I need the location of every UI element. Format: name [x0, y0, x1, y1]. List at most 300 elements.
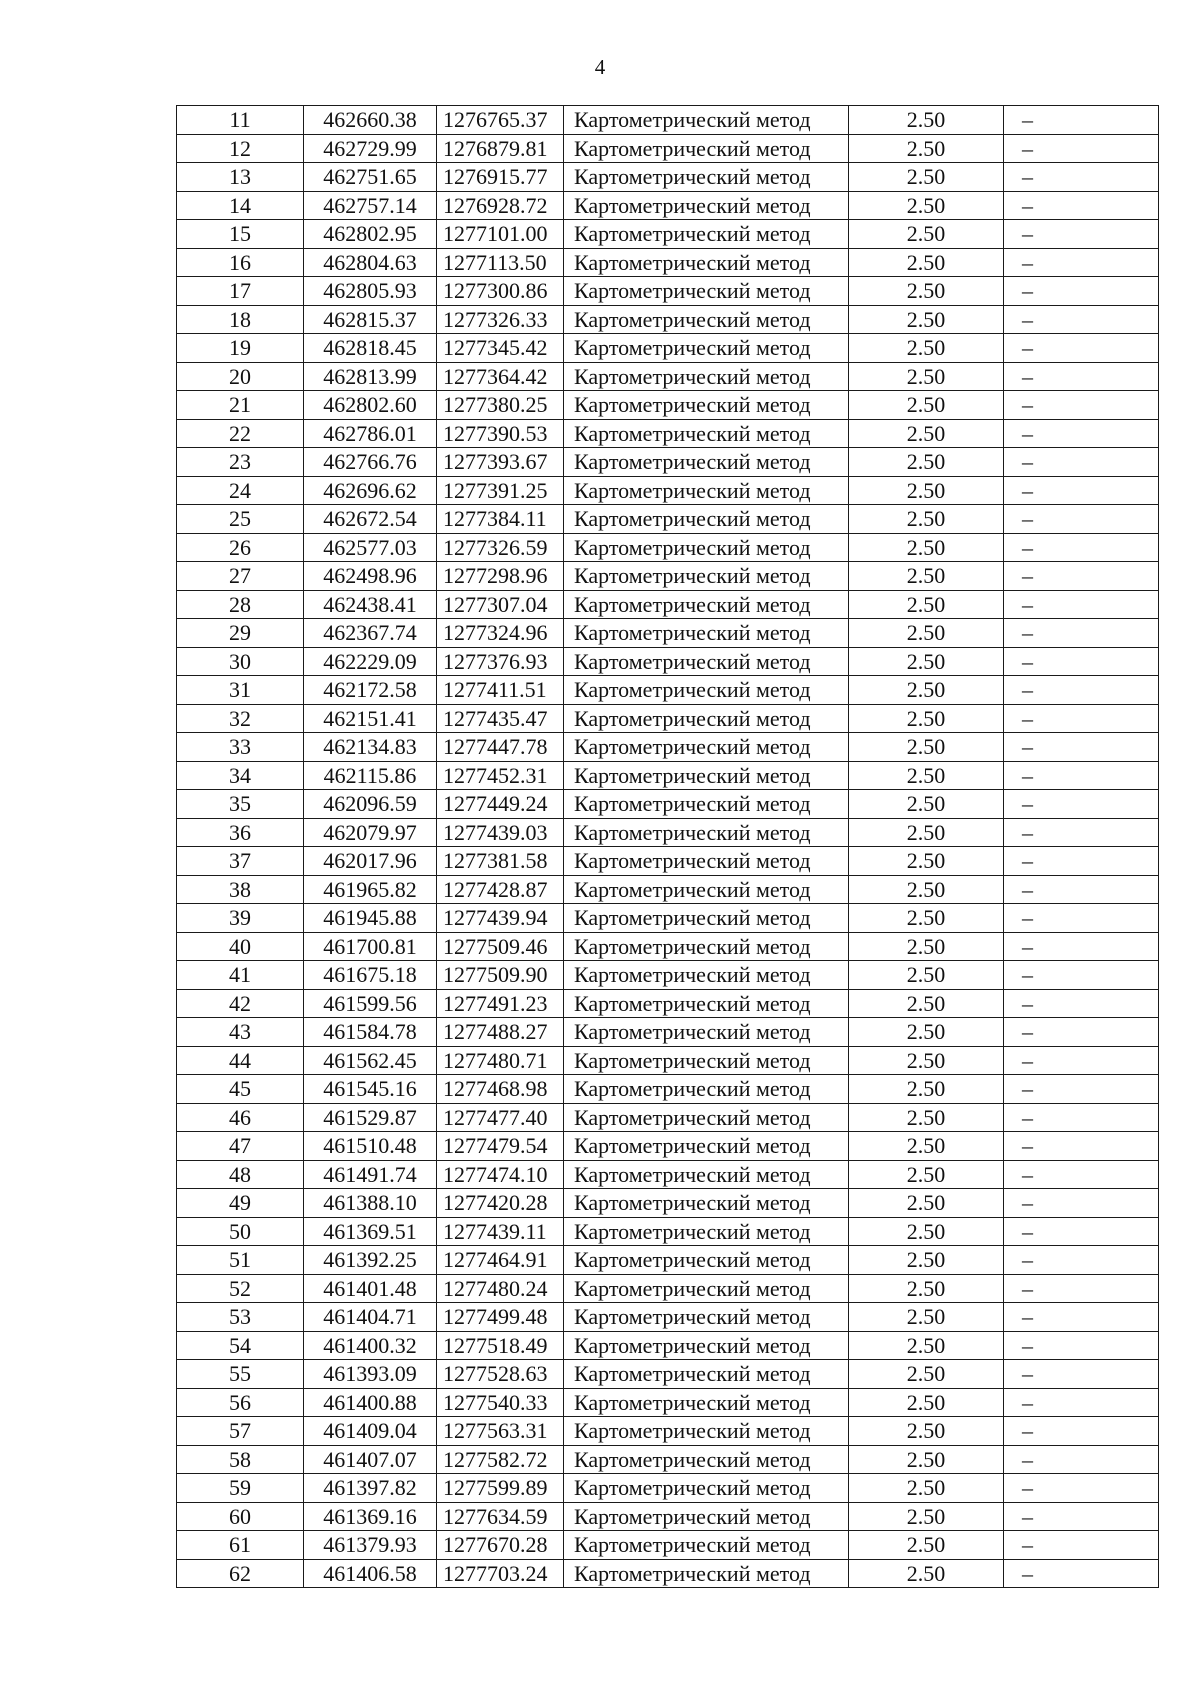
- point-number-cell: 21: [177, 391, 304, 420]
- table-row: [177, 961, 1159, 990]
- x-coordinate-cell: 462786.01: [304, 419, 437, 448]
- method-cell: Картометрический метод: [564, 1103, 849, 1132]
- x-coordinate-cell: 461965.82: [304, 875, 437, 904]
- table-row: [177, 1502, 1159, 1531]
- x-coordinate-cell: 462134.83: [304, 733, 437, 762]
- precision-cell: 2.50: [849, 1046, 1004, 1075]
- y-coordinate-cell: 1277393.67: [437, 448, 564, 477]
- y-coordinate-cell: 1277384.11: [437, 505, 564, 534]
- table-row: [177, 533, 1159, 562]
- precision-cell: 2.50: [849, 932, 1004, 961]
- precision-cell: 2.50: [849, 1274, 1004, 1303]
- note-cell: –: [1004, 1132, 1159, 1161]
- x-coordinate-cell: 461369.16: [304, 1502, 437, 1531]
- table-row: [177, 1217, 1159, 1246]
- method-cell: Картометрический метод: [564, 1246, 849, 1275]
- precision-cell: 2.50: [849, 106, 1004, 135]
- x-coordinate-cell: 462017.96: [304, 847, 437, 876]
- coordinates-table: [176, 105, 1159, 1588]
- table-row: [177, 875, 1159, 904]
- precision-cell: 2.50: [849, 1360, 1004, 1389]
- table-row: [177, 1274, 1159, 1303]
- precision-cell: 2.50: [849, 961, 1004, 990]
- method-cell: Картометрический метод: [564, 1445, 849, 1474]
- x-coordinate-cell: 462367.74: [304, 619, 437, 648]
- point-number-cell: 17: [177, 277, 304, 306]
- y-coordinate-cell: 1276928.72: [437, 191, 564, 220]
- method-cell: Картометрический метод: [564, 647, 849, 676]
- y-coordinate-cell: 1277563.31: [437, 1417, 564, 1446]
- table-row: [177, 562, 1159, 591]
- note-cell: –: [1004, 961, 1159, 990]
- point-number-cell: 60: [177, 1502, 304, 1531]
- y-coordinate-cell: 1277345.42: [437, 334, 564, 363]
- table-row: [177, 305, 1159, 334]
- table-row: [177, 448, 1159, 477]
- y-coordinate-cell: 1277324.96: [437, 619, 564, 648]
- note-cell: –: [1004, 1388, 1159, 1417]
- x-coordinate-cell: 462172.58: [304, 676, 437, 705]
- method-cell: Картометрический метод: [564, 220, 849, 249]
- y-coordinate-cell: 1277380.25: [437, 391, 564, 420]
- method-cell: Картометрический метод: [564, 904, 849, 933]
- precision-cell: 2.50: [849, 647, 1004, 676]
- point-number-cell: 57: [177, 1417, 304, 1446]
- x-coordinate-cell: 461404.71: [304, 1303, 437, 1332]
- note-cell: –: [1004, 1360, 1159, 1389]
- precision-cell: 2.50: [849, 334, 1004, 363]
- precision-cell: 2.50: [849, 904, 1004, 933]
- note-cell: –: [1004, 362, 1159, 391]
- table-row: [177, 419, 1159, 448]
- x-coordinate-cell: 461397.82: [304, 1474, 437, 1503]
- point-number-cell: 37: [177, 847, 304, 876]
- note-cell: –: [1004, 1531, 1159, 1560]
- y-coordinate-cell: 1277480.24: [437, 1274, 564, 1303]
- y-coordinate-cell: 1277381.58: [437, 847, 564, 876]
- point-number-cell: 58: [177, 1445, 304, 1474]
- x-coordinate-cell: 462757.14: [304, 191, 437, 220]
- note-cell: –: [1004, 847, 1159, 876]
- table-row: [177, 761, 1159, 790]
- table-row: [177, 676, 1159, 705]
- table-row: [177, 248, 1159, 277]
- precision-cell: 2.50: [849, 391, 1004, 420]
- table-row: [177, 106, 1159, 135]
- y-coordinate-cell: 1276915.77: [437, 163, 564, 192]
- precision-cell: 2.50: [849, 1474, 1004, 1503]
- table-row: [177, 505, 1159, 534]
- y-coordinate-cell: 1276765.37: [437, 106, 564, 135]
- method-cell: Картометрический метод: [564, 790, 849, 819]
- method-cell: Картометрический метод: [564, 761, 849, 790]
- note-cell: –: [1004, 1246, 1159, 1275]
- precision-cell: 2.50: [849, 1559, 1004, 1588]
- point-number-cell: 29: [177, 619, 304, 648]
- method-cell: Картометрический метод: [564, 334, 849, 363]
- y-coordinate-cell: 1277420.28: [437, 1189, 564, 1218]
- table-row: [177, 1132, 1159, 1161]
- method-cell: Картометрический метод: [564, 191, 849, 220]
- note-cell: –: [1004, 191, 1159, 220]
- x-coordinate-cell: 462805.93: [304, 277, 437, 306]
- y-coordinate-cell: 1277670.28: [437, 1531, 564, 1560]
- note-cell: –: [1004, 989, 1159, 1018]
- note-cell: –: [1004, 1303, 1159, 1332]
- x-coordinate-cell: 462815.37: [304, 305, 437, 334]
- note-cell: –: [1004, 1502, 1159, 1531]
- precision-cell: 2.50: [849, 590, 1004, 619]
- precision-cell: 2.50: [849, 761, 1004, 790]
- y-coordinate-cell: 1277509.90: [437, 961, 564, 990]
- point-number-cell: 52: [177, 1274, 304, 1303]
- point-number-cell: 12: [177, 134, 304, 163]
- note-cell: –: [1004, 220, 1159, 249]
- y-coordinate-cell: 1277449.24: [437, 790, 564, 819]
- y-coordinate-cell: 1277452.31: [437, 761, 564, 790]
- method-cell: Картометрический метод: [564, 733, 849, 762]
- precision-cell: 2.50: [849, 818, 1004, 847]
- note-cell: –: [1004, 676, 1159, 705]
- precision-cell: 2.50: [849, 989, 1004, 1018]
- y-coordinate-cell: 1277540.33: [437, 1388, 564, 1417]
- point-number-cell: 22: [177, 419, 304, 448]
- method-cell: Картометрический метод: [564, 106, 849, 135]
- table-row: [177, 647, 1159, 676]
- y-coordinate-cell: 1277518.49: [437, 1331, 564, 1360]
- x-coordinate-cell: 462766.76: [304, 448, 437, 477]
- x-coordinate-cell: 461945.88: [304, 904, 437, 933]
- y-coordinate-cell: 1277307.04: [437, 590, 564, 619]
- point-number-cell: 49: [177, 1189, 304, 1218]
- note-cell: –: [1004, 248, 1159, 277]
- table-row: [177, 334, 1159, 363]
- precision-cell: 2.50: [849, 448, 1004, 477]
- method-cell: Картометрический метод: [564, 989, 849, 1018]
- note-cell: –: [1004, 1103, 1159, 1132]
- table-row: [177, 134, 1159, 163]
- x-coordinate-cell: 461491.74: [304, 1160, 437, 1189]
- y-coordinate-cell: 1277491.23: [437, 989, 564, 1018]
- x-coordinate-cell: 461529.87: [304, 1103, 437, 1132]
- method-cell: Картометрический метод: [564, 1189, 849, 1218]
- point-number-cell: 23: [177, 448, 304, 477]
- note-cell: –: [1004, 1474, 1159, 1503]
- y-coordinate-cell: 1277703.24: [437, 1559, 564, 1588]
- precision-cell: 2.50: [849, 1417, 1004, 1446]
- note-cell: –: [1004, 305, 1159, 334]
- y-coordinate-cell: 1277439.11: [437, 1217, 564, 1246]
- method-cell: Картометрический метод: [564, 676, 849, 705]
- point-number-cell: 53: [177, 1303, 304, 1332]
- precision-cell: 2.50: [849, 790, 1004, 819]
- precision-cell: 2.50: [849, 875, 1004, 904]
- method-cell: Картометрический метод: [564, 277, 849, 306]
- precision-cell: 2.50: [849, 1531, 1004, 1560]
- table-row: [177, 391, 1159, 420]
- precision-cell: 2.50: [849, 134, 1004, 163]
- y-coordinate-cell: 1277376.93: [437, 647, 564, 676]
- method-cell: Картометрический метод: [564, 163, 849, 192]
- x-coordinate-cell: 462151.41: [304, 704, 437, 733]
- x-coordinate-cell: 462438.41: [304, 590, 437, 619]
- note-cell: –: [1004, 875, 1159, 904]
- precision-cell: 2.50: [849, 1303, 1004, 1332]
- point-number-cell: 24: [177, 476, 304, 505]
- method-cell: Картометрический метод: [564, 134, 849, 163]
- table-row: [177, 191, 1159, 220]
- note-cell: –: [1004, 647, 1159, 676]
- y-coordinate-cell: 1277480.71: [437, 1046, 564, 1075]
- x-coordinate-cell: 461393.09: [304, 1360, 437, 1389]
- point-number-cell: 61: [177, 1531, 304, 1560]
- table-row: [177, 733, 1159, 762]
- point-number-cell: 59: [177, 1474, 304, 1503]
- y-coordinate-cell: 1277428.87: [437, 875, 564, 904]
- method-cell: Картометрический метод: [564, 1531, 849, 1560]
- note-cell: –: [1004, 1445, 1159, 1474]
- point-number-cell: 43: [177, 1018, 304, 1047]
- note-cell: –: [1004, 733, 1159, 762]
- note-cell: –: [1004, 818, 1159, 847]
- note-cell: –: [1004, 476, 1159, 505]
- y-coordinate-cell: 1277477.40: [437, 1103, 564, 1132]
- note-cell: –: [1004, 790, 1159, 819]
- note-cell: –: [1004, 904, 1159, 933]
- point-number-cell: 39: [177, 904, 304, 933]
- precision-cell: 2.50: [849, 505, 1004, 534]
- point-number-cell: 30: [177, 647, 304, 676]
- precision-cell: 2.50: [849, 1217, 1004, 1246]
- method-cell: Картометрический метод: [564, 590, 849, 619]
- precision-cell: 2.50: [849, 476, 1004, 505]
- note-cell: –: [1004, 761, 1159, 790]
- method-cell: Картометрический метод: [564, 961, 849, 990]
- point-number-cell: 20: [177, 362, 304, 391]
- y-coordinate-cell: 1277326.33: [437, 305, 564, 334]
- precision-cell: 2.50: [849, 1189, 1004, 1218]
- note-cell: –: [1004, 533, 1159, 562]
- note-cell: –: [1004, 334, 1159, 363]
- note-cell: –: [1004, 419, 1159, 448]
- method-cell: Картометрический метод: [564, 391, 849, 420]
- precision-cell: 2.50: [849, 533, 1004, 562]
- point-number-cell: 46: [177, 1103, 304, 1132]
- x-coordinate-cell: 461388.10: [304, 1189, 437, 1218]
- note-cell: –: [1004, 1046, 1159, 1075]
- x-coordinate-cell: 462498.96: [304, 562, 437, 591]
- point-number-cell: 35: [177, 790, 304, 819]
- y-coordinate-cell: 1277391.25: [437, 476, 564, 505]
- x-coordinate-cell: 462802.95: [304, 220, 437, 249]
- point-number-cell: 38: [177, 875, 304, 904]
- y-coordinate-cell: 1277582.72: [437, 1445, 564, 1474]
- note-cell: –: [1004, 277, 1159, 306]
- note-cell: –: [1004, 704, 1159, 733]
- x-coordinate-cell: 462577.03: [304, 533, 437, 562]
- table-row: [177, 1388, 1159, 1417]
- method-cell: Картометрический метод: [564, 875, 849, 904]
- point-number-cell: 42: [177, 989, 304, 1018]
- method-cell: Картометрический метод: [564, 1075, 849, 1104]
- note-cell: –: [1004, 932, 1159, 961]
- x-coordinate-cell: 462115.86: [304, 761, 437, 790]
- note-cell: –: [1004, 1189, 1159, 1218]
- precision-cell: 2.50: [849, 1331, 1004, 1360]
- note-cell: –: [1004, 1417, 1159, 1446]
- precision-cell: 2.50: [849, 362, 1004, 391]
- table-row: [177, 1018, 1159, 1047]
- method-cell: Картометрический метод: [564, 1274, 849, 1303]
- table-row: [177, 989, 1159, 1018]
- table-row: [177, 220, 1159, 249]
- point-number-cell: 15: [177, 220, 304, 249]
- precision-cell: 2.50: [849, 1246, 1004, 1275]
- precision-cell: 2.50: [849, 562, 1004, 591]
- table-row: [177, 1559, 1159, 1588]
- point-number-cell: 25: [177, 505, 304, 534]
- y-coordinate-cell: 1277479.54: [437, 1132, 564, 1161]
- x-coordinate-cell: 462751.65: [304, 163, 437, 192]
- x-coordinate-cell: 461599.56: [304, 989, 437, 1018]
- y-coordinate-cell: 1277326.59: [437, 533, 564, 562]
- note-cell: –: [1004, 505, 1159, 534]
- point-number-cell: 13: [177, 163, 304, 192]
- y-coordinate-cell: 1277411.51: [437, 676, 564, 705]
- method-cell: Картометрический метод: [564, 1046, 849, 1075]
- x-coordinate-cell: 461584.78: [304, 1018, 437, 1047]
- x-coordinate-cell: 461407.07: [304, 1445, 437, 1474]
- x-coordinate-cell: 462804.63: [304, 248, 437, 277]
- table-row: [177, 1075, 1159, 1104]
- table-row: [177, 476, 1159, 505]
- x-coordinate-cell: 461400.88: [304, 1388, 437, 1417]
- point-number-cell: 27: [177, 562, 304, 591]
- method-cell: Картометрический метод: [564, 1217, 849, 1246]
- x-coordinate-cell: 461409.04: [304, 1417, 437, 1446]
- method-cell: Картометрический метод: [564, 818, 849, 847]
- table-row: [177, 590, 1159, 619]
- method-cell: Картометрический метод: [564, 847, 849, 876]
- method-cell: Картометрический метод: [564, 476, 849, 505]
- method-cell: Картометрический метод: [564, 305, 849, 334]
- precision-cell: 2.50: [849, 305, 1004, 334]
- x-coordinate-cell: 462229.09: [304, 647, 437, 676]
- y-coordinate-cell: 1277634.59: [437, 1502, 564, 1531]
- x-coordinate-cell: 461675.18: [304, 961, 437, 990]
- x-coordinate-cell: 461562.45: [304, 1046, 437, 1075]
- x-coordinate-cell: 461406.58: [304, 1559, 437, 1588]
- point-number-cell: 41: [177, 961, 304, 990]
- point-number-cell: 54: [177, 1331, 304, 1360]
- y-coordinate-cell: 1277599.89: [437, 1474, 564, 1503]
- y-coordinate-cell: 1277300.86: [437, 277, 564, 306]
- method-cell: Картометрический метод: [564, 1502, 849, 1531]
- method-cell: Картометрический метод: [564, 1303, 849, 1332]
- precision-cell: 2.50: [849, 619, 1004, 648]
- x-coordinate-cell: 462672.54: [304, 505, 437, 534]
- note-cell: –: [1004, 1018, 1159, 1047]
- y-coordinate-cell: 1277390.53: [437, 419, 564, 448]
- table-row: [177, 1246, 1159, 1275]
- table-row: [177, 932, 1159, 961]
- table-row: [177, 1160, 1159, 1189]
- y-coordinate-cell: 1277439.03: [437, 818, 564, 847]
- table-row: [177, 1531, 1159, 1560]
- x-coordinate-cell: 462079.97: [304, 818, 437, 847]
- y-coordinate-cell: 1277113.50: [437, 248, 564, 277]
- precision-cell: 2.50: [849, 248, 1004, 277]
- note-cell: –: [1004, 1075, 1159, 1104]
- method-cell: Картометрический метод: [564, 1474, 849, 1503]
- x-coordinate-cell: 462696.62: [304, 476, 437, 505]
- method-cell: Картометрический метод: [564, 1360, 849, 1389]
- point-number-cell: 31: [177, 676, 304, 705]
- note-cell: –: [1004, 391, 1159, 420]
- coordinates-table-body: [177, 106, 1159, 1588]
- point-number-cell: 16: [177, 248, 304, 277]
- point-number-cell: 11: [177, 106, 304, 135]
- y-coordinate-cell: 1277101.00: [437, 220, 564, 249]
- table-row: [177, 1474, 1159, 1503]
- note-cell: –: [1004, 590, 1159, 619]
- precision-cell: 2.50: [849, 847, 1004, 876]
- method-cell: Картометрический метод: [564, 248, 849, 277]
- precision-cell: 2.50: [849, 419, 1004, 448]
- note-cell: –: [1004, 1331, 1159, 1360]
- method-cell: Картометрический метод: [564, 1018, 849, 1047]
- table-row: [177, 1103, 1159, 1132]
- note-cell: –: [1004, 1160, 1159, 1189]
- precision-cell: 2.50: [849, 704, 1004, 733]
- precision-cell: 2.50: [849, 733, 1004, 762]
- point-number-cell: 47: [177, 1132, 304, 1161]
- table-row: [177, 1417, 1159, 1446]
- y-coordinate-cell: 1277364.42: [437, 362, 564, 391]
- x-coordinate-cell: 462729.99: [304, 134, 437, 163]
- y-coordinate-cell: 1277488.27: [437, 1018, 564, 1047]
- page-number: 4: [594, 55, 606, 79]
- x-coordinate-cell: 462660.38: [304, 106, 437, 135]
- y-coordinate-cell: 1277435.47: [437, 704, 564, 733]
- table-row: [177, 704, 1159, 733]
- table-row: [177, 1303, 1159, 1332]
- precision-cell: 2.50: [849, 1075, 1004, 1104]
- table-row: [177, 619, 1159, 648]
- method-cell: Картометрический метод: [564, 932, 849, 961]
- y-coordinate-cell: 1276879.81: [437, 134, 564, 163]
- method-cell: Картометрический метод: [564, 1331, 849, 1360]
- precision-cell: 2.50: [849, 1132, 1004, 1161]
- method-cell: Картометрический метод: [564, 533, 849, 562]
- precision-cell: 2.50: [849, 676, 1004, 705]
- note-cell: –: [1004, 134, 1159, 163]
- table-row: [177, 1046, 1159, 1075]
- y-coordinate-cell: 1277298.96: [437, 562, 564, 591]
- y-coordinate-cell: 1277447.78: [437, 733, 564, 762]
- point-number-cell: 14: [177, 191, 304, 220]
- point-number-cell: 19: [177, 334, 304, 363]
- note-cell: –: [1004, 562, 1159, 591]
- x-coordinate-cell: 461400.32: [304, 1331, 437, 1360]
- method-cell: Картометрический метод: [564, 1417, 849, 1446]
- table-row: [177, 1360, 1159, 1389]
- note-cell: –: [1004, 619, 1159, 648]
- method-cell: Картометрический метод: [564, 704, 849, 733]
- method-cell: Картометрический метод: [564, 1132, 849, 1161]
- point-number-cell: 51: [177, 1246, 304, 1275]
- precision-cell: 2.50: [849, 163, 1004, 192]
